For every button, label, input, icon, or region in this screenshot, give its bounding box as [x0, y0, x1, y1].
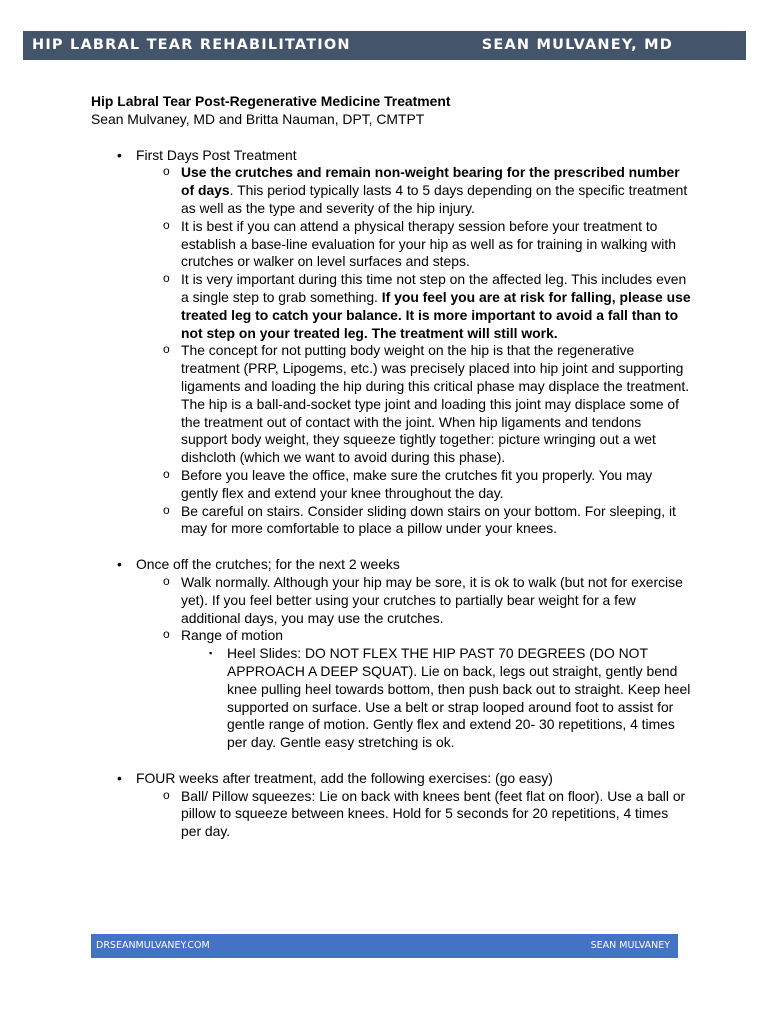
- bold-text: Use the crutches and remain non-weight bearing for the prescribed number of days: [181, 164, 680, 199]
- circle-marker: o: [163, 342, 170, 357]
- list-item: [91, 770, 691, 841]
- list-item: [136, 503, 691, 539]
- circle-marker: o: [163, 502, 170, 517]
- list-item: [136, 271, 691, 342]
- bullet-marker: •: [117, 769, 122, 786]
- circle-marker: o: [163, 466, 170, 481]
- document-title: Hip Labral Tear Post-Regenerative Medicine Treatment: [91, 93, 451, 109]
- section-heading: FOUR weeks after treatment, add the following exercises: (go easy): [136, 769, 553, 786]
- list-item: [136, 342, 691, 467]
- body-text: Walk normally. Although your hip may be sore, it is ok to walk (but not for exercise yet). If you feel better using your crutches to partially bear weight for a few additional days, you may use the crutches.: [181, 573, 683, 626]
- list-item: [181, 645, 691, 752]
- document-body: [91, 93, 691, 841]
- body-text: The concept for not putting body weight on the hip is that the regenerative treatment (PRP, Lipogems, etc.) was precisely placed into hip joint and supporting ligaments and loading the hip during this critical phase may displace the treatment. The hip is a ball-and-socket type joint and loading this joint may displace some of the treatment out of contact with the joint. When hip ligaments and tendons support body weight, they squeeze tightly together: picture wringing out a wet dishcloth (which we want to avoid during this phase).: [181, 342, 690, 466]
- square-marker: ▪: [209, 648, 213, 659]
- bullet-marker: •: [117, 146, 122, 163]
- header-title: HIP LABRAL TEAR REHABILITATION: [32, 37, 351, 53]
- bullet-marker: •: [117, 556, 122, 573]
- list-item: [136, 164, 691, 217]
- circle-marker: o: [163, 271, 170, 286]
- section-off-crutches: [91, 556, 691, 752]
- list-item: [91, 556, 691, 752]
- body-text: Heel Slides: DO NOT FLEX THE HIP PAST 70 DEGREES (DO NOT APPROACH A DEEP SQUAT). Lie on back, legs out straight, gently bend knee pulling heel towards bottom, then push back out to straight. Keep heel supported on surface. Use a belt or strap looped around foot to assist for gentle range of motion. Gently flex and extend 20- 30 repetitions, 4 times per day. Gentle easy stretching is ok.: [227, 645, 691, 751]
- circle-marker: o: [163, 217, 170, 232]
- list-item: [91, 147, 691, 539]
- section-heading: Once off the crutches; for the next 2 weeks: [136, 556, 400, 573]
- body-text: Range of motion: [181, 627, 283, 644]
- list-item: [136, 574, 691, 627]
- section-four-weeks: [91, 770, 691, 841]
- circle-marker: o: [163, 787, 170, 802]
- section-heading: First Days Post Treatment: [136, 146, 297, 163]
- body-text: Be careful on stairs. Consider sliding down stairs on your bottom. For sleeping, it may for more comfortable to place a pillow under your knees.: [181, 502, 676, 537]
- circle-marker: o: [163, 573, 170, 588]
- bold-text: If you feel you are at risk for falling, please use treated leg to catch your balance. It is more important to avoid a fall than to not step on your treated leg. The treatment will still work.: [181, 288, 691, 341]
- circle-marker: o: [163, 164, 170, 179]
- document-authors: Sean Mulvaney, MD and Britta Nauman, DPT, CMTPT: [91, 110, 425, 127]
- footer-name: SEAN MULVANEY: [590, 940, 670, 951]
- list-item: [136, 218, 691, 271]
- footer-site: DRSEANMULVANEY.COM: [96, 940, 210, 951]
- circle-marker: o: [163, 627, 170, 642]
- body-text: Ball/ Pillow squeezes: Lie on back with knees bent (feet flat on floor). Use a ball or pillow to squeeze between knees. Hold for 5 seconds for 20 repetitions, 4 times per day.: [181, 787, 686, 840]
- page-header: [23, 31, 746, 60]
- body-text: It is best if you can attend a physical therapy session before your treatment to establish a base-line evaluation for your hip as well as for training in walking with crutches or walker on level surfaces and steps.: [181, 217, 676, 270]
- list-item: [136, 627, 691, 752]
- body-text: It is very important during this time not step on the affected leg. This includes even a single step to grab something.: [181, 271, 687, 305]
- list-item: [136, 467, 691, 503]
- page-footer: [91, 934, 678, 958]
- body-text: Before you leave the office, make sure the crutches fit you properly. You may gently flex and extend your knee throughout the day.: [181, 466, 653, 501]
- section-first-days: [91, 147, 691, 539]
- body-text: . This period typically lasts 4 to 5 days depending on the specific treatment as well as the type and severity of the hip injury.: [181, 182, 688, 216]
- header-author: SEAN MULVANEY, MD: [481, 37, 673, 53]
- list-item: [136, 788, 691, 841]
